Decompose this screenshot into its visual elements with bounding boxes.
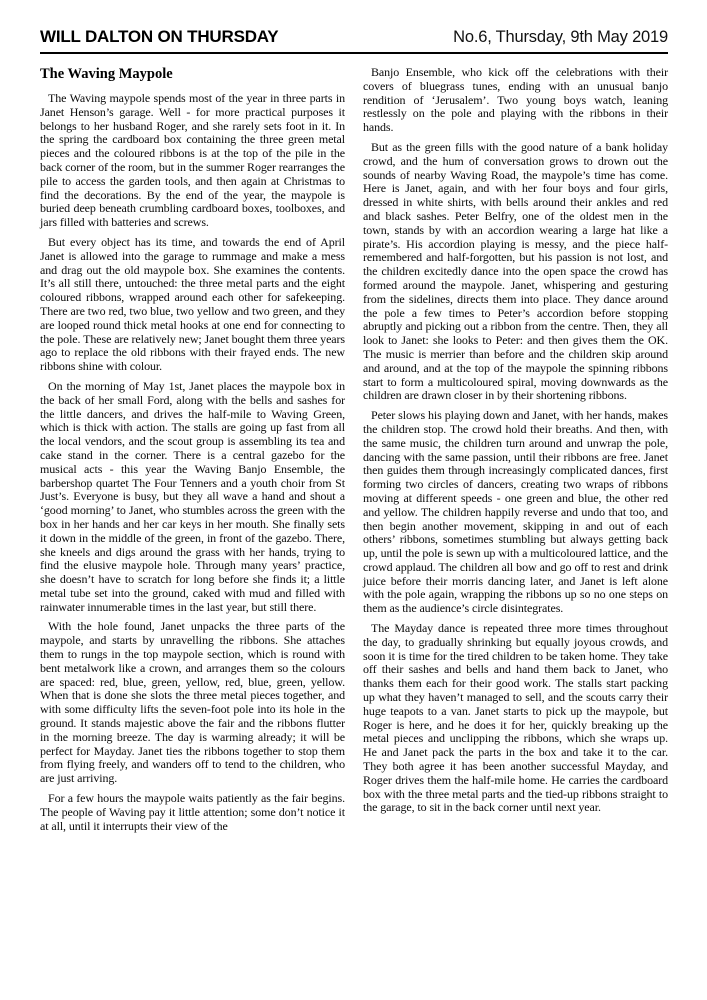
paragraph: Peter slows his playing down and Janet, with her hands, makes the children stop. The crowd hold their breaths. And then, with the same music, the children turn around and unwrap the pole, dancing with the same passion, until their ribbons are free. Janet then guides them through increasingly complicated dances, first forming two circles of dancers, creating two wraps of ribbons moving at different speeds - one green and blue, the other red and yellow. The children happily reverse and undo that too, and then begin another movement, skipping in and out of each others’ ribbons, sometimes stumbling but always getting back up, until the pole is sewn up with a multicoloured lattice, and the crowd applaud. The children all bow and go off to rest and drink juice before their morris dancing later, and Janet is left alone with the pole again, wrapping the ribbons up so no one steps on them as the audience’s circle disintegrates. <box>363 408 668 616</box>
masthead-rule <box>40 52 668 54</box>
paragraph: But as the green fills with the good nature of a bank holiday crowd, and the hum of conversation grows to drown out the sounds of nearby Waving Road, the maypole’s time has come. Here is Janet, again, and with her four boys and four girls, dressed in white shirts, with bells around their ankles and red and black sashes. Peter Belfry, one of the oldest men in the town, stands by with an accordion wearing a large hat like a pirate’s. His accordion playing is messy, and the piece half-remembered and half-forgotten, but his passion is not lost, and the children excitedly dance into the open space the crowd has formed around the maypole. Janet, whispering and gesturing from the sidelines, directs them into place. They dance around the pole a few times to Peter’s accordion before stopping abruptly and picking out a ribbon from the centre. Then, they all look to Janet: she looks to Peter: and then gives them the OK. The music is merrier than before and the children skip around and around, and at the top of the maypole the spinning ribbons start to form a multicoloured spiral, moving downwards as the children are drawn closer in by their shortening ribbons. <box>363 139 668 403</box>
article-headline: The Waving Maypole <box>40 66 173 82</box>
paragraph: Banjo Ensemble, who kick off the celebrations with their covers of bluegrass tunes, ending with an unusual banjo rendition of ‘Jerusalem’. Two young boys watch, leaning restlessly on the pole and playing with the ribbons in their hands. <box>363 65 668 135</box>
masthead <box>40 27 668 47</box>
masthead-issue-date: No.6, Thursday, 9th May 2019 <box>453 28 668 46</box>
left-column <box>40 66 345 839</box>
article-body <box>40 66 668 839</box>
paragraph: For a few hours the maypole waits patiently as the fair begins. The people of Waving pay it little attention; some don’t notice it at all, until it interrupts their view of the <box>40 791 345 833</box>
paragraph: With the hole found, Janet unpacks the three parts of the maypole, and starts by unravelling the ribbons. She attaches them to rungs in the top maypole section, which is round with bent metalwork like a crown, and arranges them so the colours are spaced: red, blue, green, yellow, red, blue, green, yellow. When that is done she slots the three metal pieces together, and with some difficulty lifts the seven-foot pole into its hole in the ground. It stands majestic above the fair and the ribbons flutter in the morning breeze. The day is warming already; it will be perfect for Mayday. Janet ties the ribbons together to stop them from flying freely, and wanders off to tend to the children, who are just arriving. <box>40 619 345 786</box>
paragraph: The Mayday dance is repeated three more times throughout the day, to gradually shrinking but equally joyous crowds, and soon it is time for the tired children to be taken home. They take off their sashes and bells and hand them back to Janet, who thanks them each for their good work. The stalls start packing up what they haven’t managed to sell, and the scouts carry their huge teapots to a van. Janet starts to pick up the maypole, but Roger is here, and he does it for her, quickly breaking up the metal pieces and unclipping the ribbons, which she wraps up. He and Janet pack the parts in the box and take it to the car. They both agree it has been another successful Mayday, and Roger drives them the half-mile home. He carries the cardboard box with the three metal parts and the tied-up ribbons straight to the garage, to sit in the back corner until next year. <box>363 621 668 815</box>
paragraph: On the morning of May 1st, Janet places the maypole box in the back of her small Ford, along with the bells and sashes for the little dancers, and drives the half-mile to Waving Green, which is thick with action. The stalls are going up fast from all the local vendors, and the scout group is assembling its tea and cake stand in the corner. There is a central gazebo for the musical acts - this year the Waving Banjo Ensemble, the barbershop quartet The Four Tenners and a youth choir from St Just’s. Everyone is busy, but they all wave a hand and shout a ‘good morning’ to Janet, who stumbles across the green with the box in her hands and her car keys in her mouth. She finally sets it down in the middle of the green, in front of the gazebo. There, she kneels and digs around the grass with her hands, trying to find the elusive maypole hole. Through many years’ practice, she doesn’t have to scratch for long before she finds it; a little metal tube set into the ground, caked with mud and filled with rainwater innumerable times in the last year, but still there. <box>40 378 345 614</box>
paragraph: But every object has its time, and towards the end of April Janet is allowed into the garage to rummage and make a mess and drag out the old maypole box. She examines the contents. It’s all still there, untouched: the three metal parts and the eight coloured ribbons, wrapped around each other for safekeeping. There are two red, two blue, two yellow and two green, and they are looped round thick metal hooks at one end for connecting to the pole. These are relatively new; Janet bought them three years ago to replace the old ribbons with their frayed ends. The new ribbons shine with colour. <box>40 234 345 374</box>
paragraph: The Waving maypole spends most of the year in three parts in Janet Henson’s garage. Well - for more practical purposes it belongs to her husband Roger, and she rarely sets foot in it. In the spring the cardboard box containing the three green metal pieces and the coloured ribbons is at the top of the pile in the back corner of the room, but in the summer Roger rearranges the pile to access the garden tools, and then again at Christmas to find the decorations. By the end of the year, the maypole is buried deep beneath crumbling cardboard boxes, toolboxes, and jars filled with batteries and screws. <box>40 91 345 230</box>
right-column <box>363 66 668 839</box>
masthead-title: WILL DALTON ON THURSDAY <box>40 27 279 46</box>
